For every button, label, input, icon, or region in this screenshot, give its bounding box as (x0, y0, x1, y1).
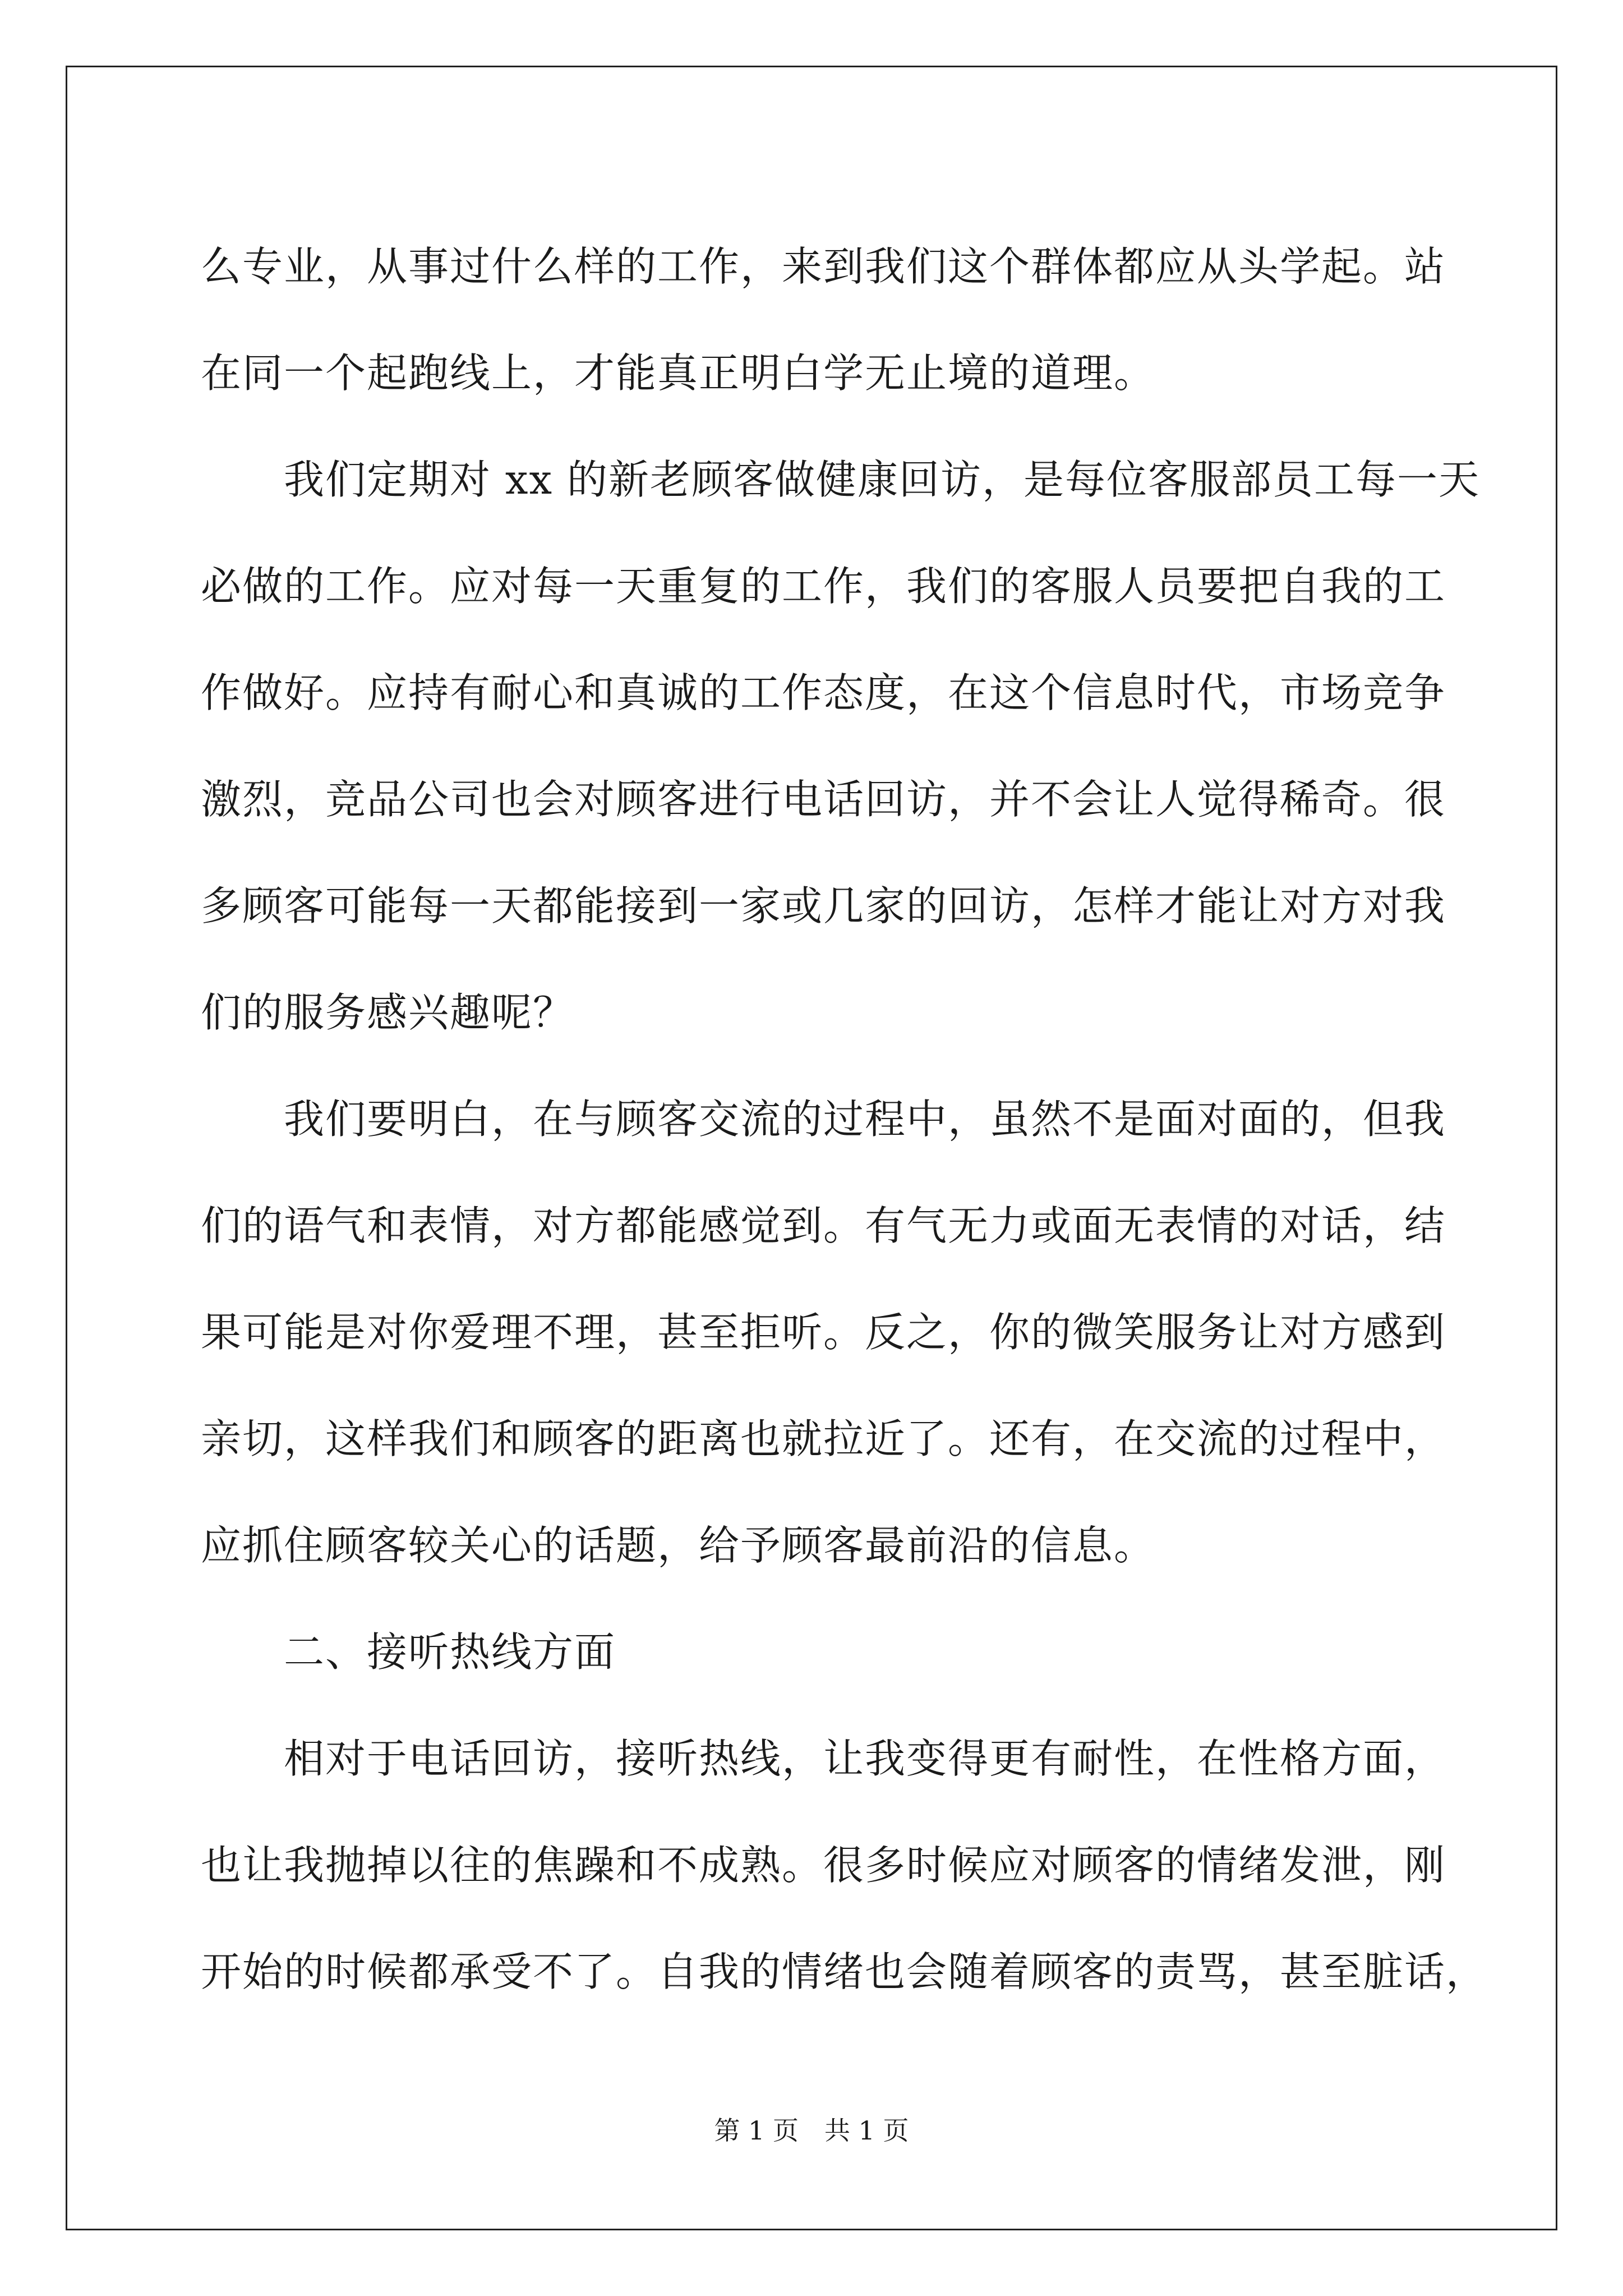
text-line: 亲切，这样我们和顾客的距离也就拉近了。还有，在交流的过程中， (201, 1415, 1446, 1462)
text-line: 我们要明白，在与顾客交流的过程中，虽然不是面对面的，但我 (284, 1096, 1446, 1143)
text-line: 们的服务感兴趣呢？ (201, 989, 575, 1036)
document-body (201, 213, 1488, 2025)
text-line: 应抓住顾客较关心的话题，给予顾客最前沿的信息。 (201, 1522, 1156, 1569)
text-line: 也让我抛掉以往的焦躁和不成熟。很多时候应对顾客的情绪发泄，刚 (201, 1842, 1446, 1889)
text-line: 开始的时候都承受不了。自我的情绪也会随着顾客的责骂，甚至脏话， (201, 1948, 1488, 1995)
text-line: 多顾客可能每一天都能接到一家或几家的回访，怎样才能让对方对我 (201, 882, 1446, 930)
text-line: 作做好。应持有耐心和真诚的工作态度，在这个信息时代，市场竞争 (201, 669, 1446, 716)
page-number: 第 1 页 共 1 页 (714, 2115, 909, 2146)
text-line: 必做的工作。应对每一天重复的工作，我们的客服人员要把自我的工 (201, 563, 1446, 610)
text-line: 么专业，从事过什么样的工作，来到我们这个群体都应从头学起。站 (201, 243, 1446, 290)
text-line: 相对于电话回访，接听热线，让我变得更有耐性，在性格方面， (284, 1735, 1446, 1782)
text-line: 们的语气和表情，对方都能感觉到。有气无力或面无表情的对话，结 (201, 1202, 1446, 1249)
text-line: 我们定期对 xx 的新老顾客做健康回访，是每位客服部员工每一天 (284, 456, 1480, 503)
text-line: 激烈，竞品公司也会对顾客进行电话回访，并不会让人觉得稀奇。很 (201, 776, 1446, 823)
text-line: 果可能是对你爱理不理，甚至拒听。反之，你的微笑服务让对方感到 (201, 1309, 1446, 1356)
section-heading: 二、接听热线方面 (284, 1628, 616, 1676)
text-line: 在同一个起跑线上，才能真正明白学无止境的道理。 (201, 349, 1156, 397)
